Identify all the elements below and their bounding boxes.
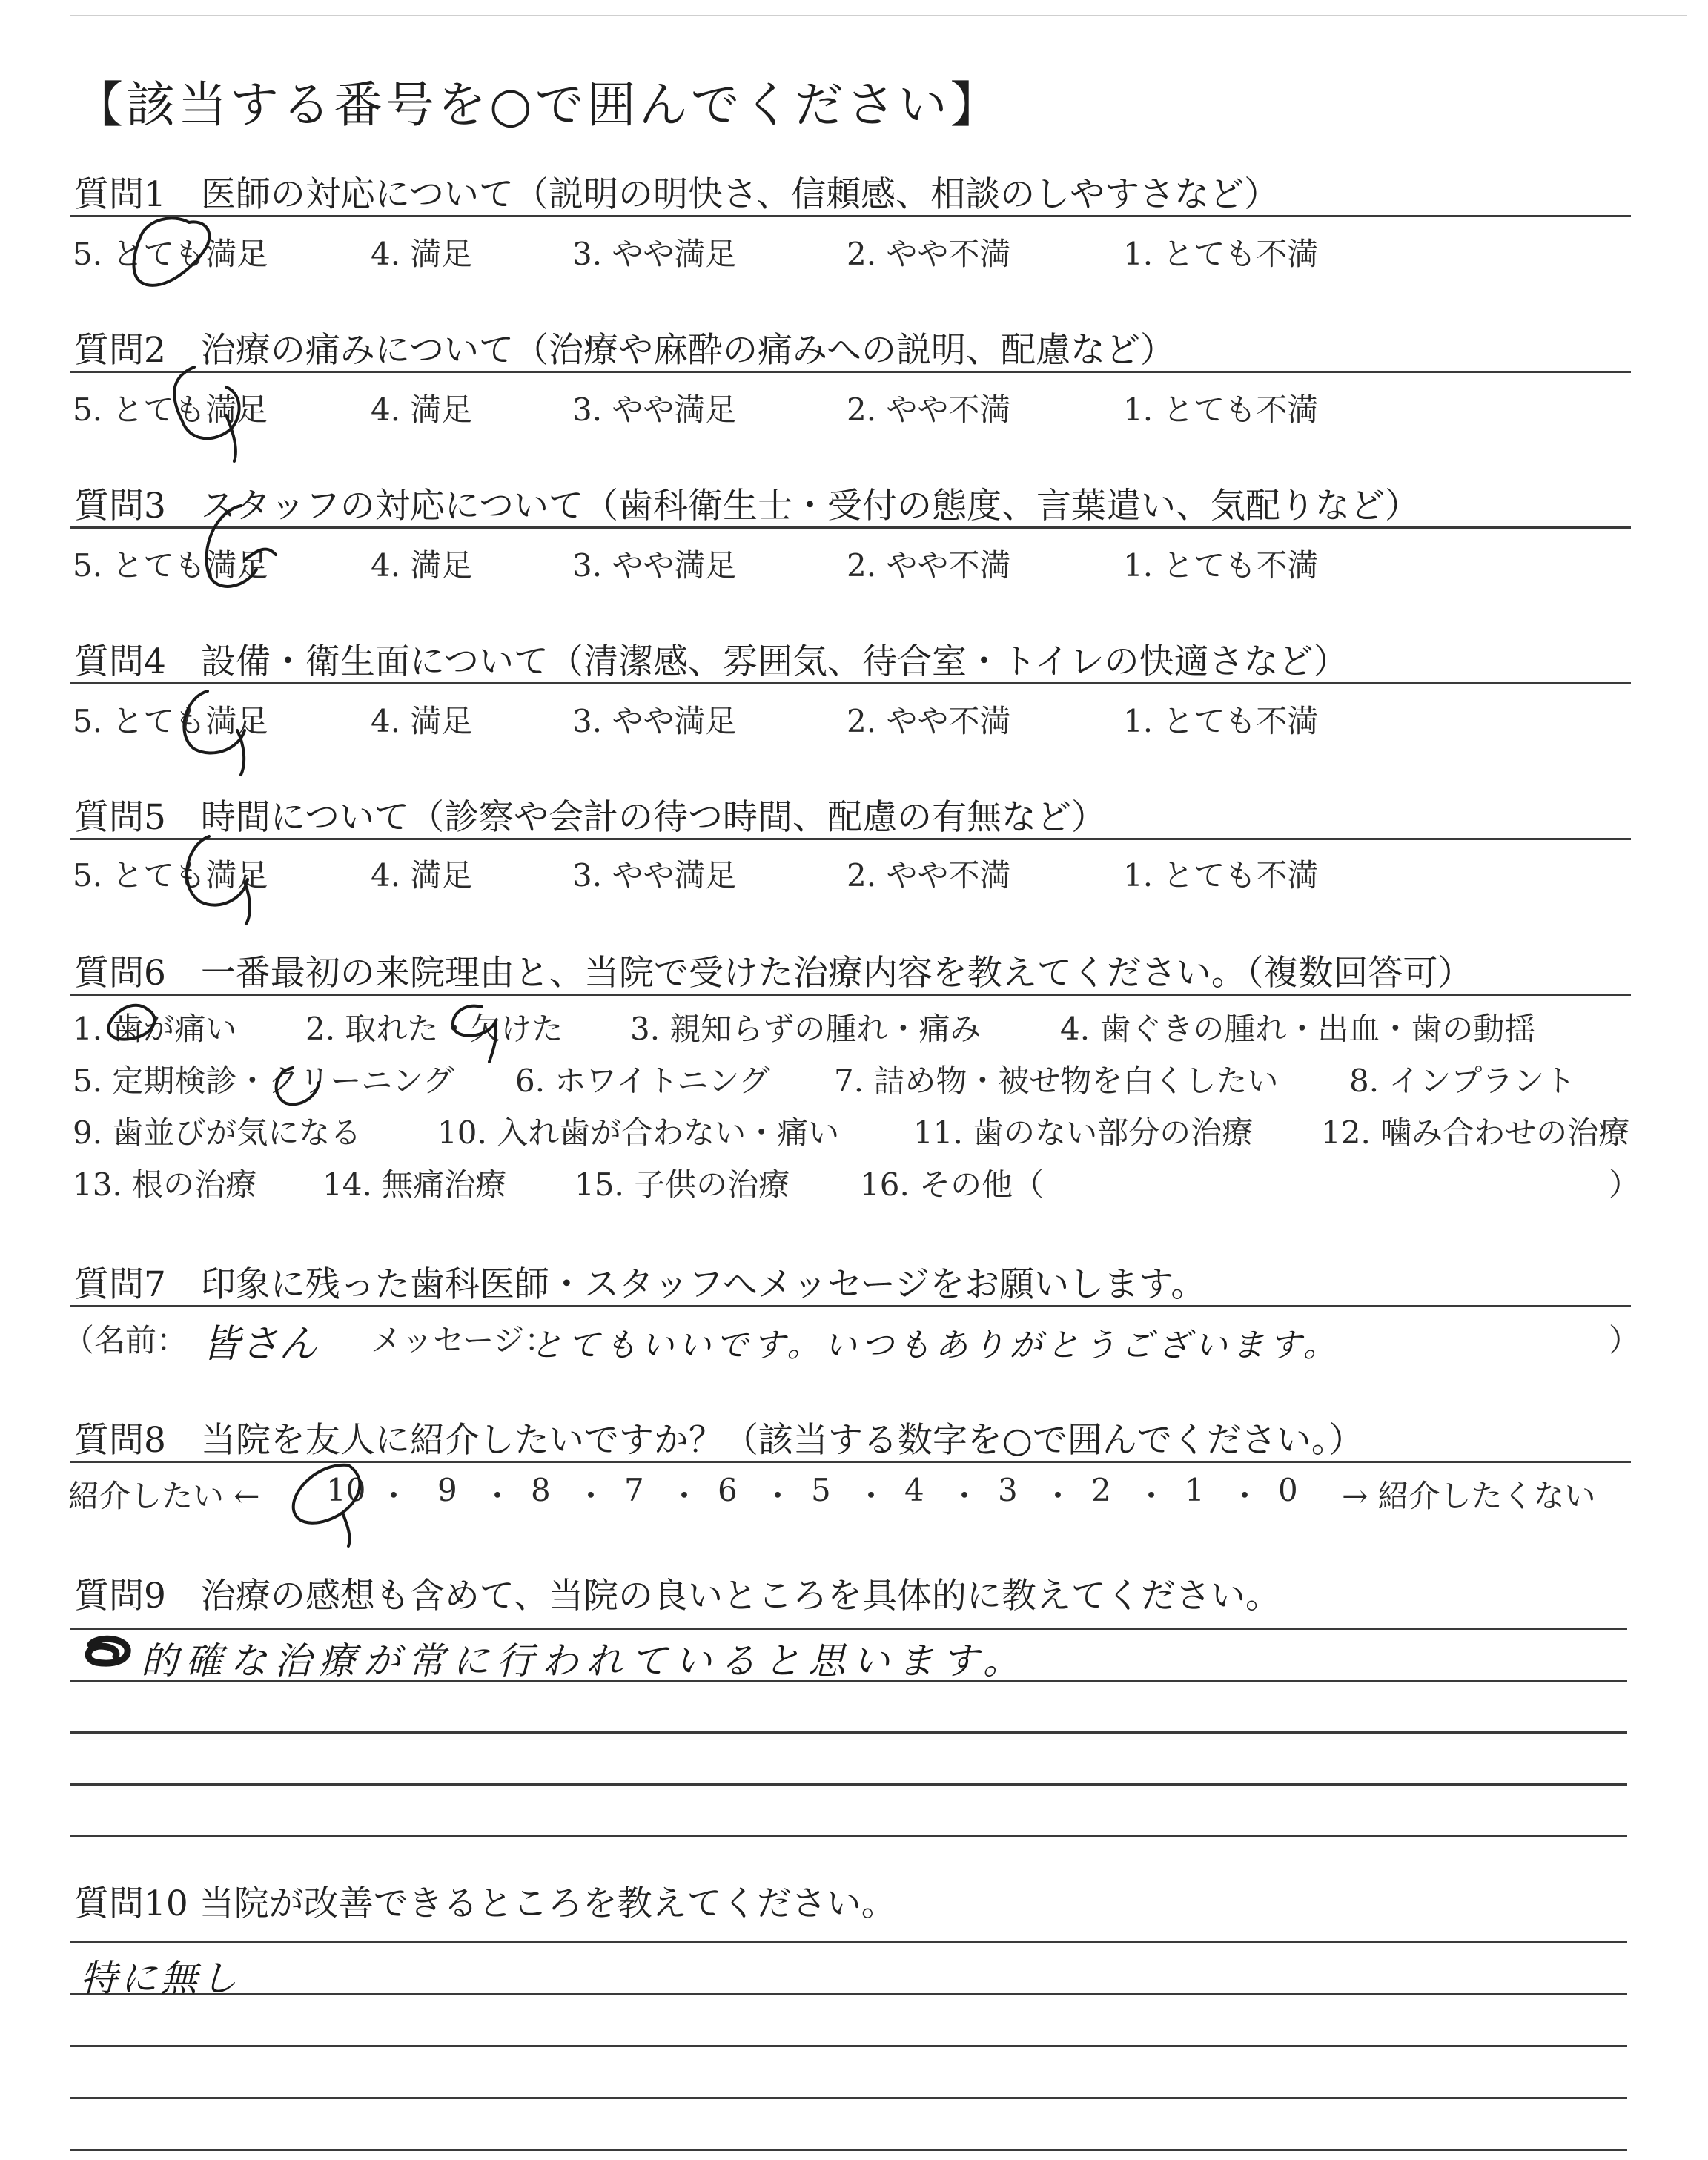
form-title: 【該当する番号を○で囲んでください】 <box>74 76 1002 133</box>
q8-dot-separator: ・ <box>1136 1478 1168 1514</box>
q1-option-1[interactable]: 1. とても不満 <box>1123 236 1319 272</box>
q6-option-8[interactable]: 8. インプラント <box>1349 1063 1576 1099</box>
q8-number-10[interactable]: 10 <box>326 1472 366 1508</box>
q9-heading: 質問9 治療の感想も含めて、当院の良いところを具体的に教えてください。 <box>74 1576 1280 1616</box>
q6-option-16[interactable]: 16. その他（ <box>860 1166 1045 1203</box>
q9-bullet-scribble <box>88 1639 128 1663</box>
q2-option-4[interactable]: 4. 満足 <box>371 392 473 428</box>
q8-number-1[interactable]: 1 <box>1185 1472 1205 1508</box>
q8-number-6[interactable]: 6 <box>718 1472 738 1508</box>
q5-option-2[interactable]: 2. やや不満 <box>847 857 1011 894</box>
q3-option-3[interactable]: 3. やや満足 <box>572 547 737 584</box>
q5-option-5[interactable]: 5. とても満足 <box>73 857 268 894</box>
q1-option-3[interactable]: 3. やや満足 <box>572 236 737 272</box>
q5-option-4[interactable]: 4. 満足 <box>371 857 473 894</box>
q8-dot-separator: ・ <box>949 1478 981 1514</box>
q6-other-close: ） <box>1609 1166 1641 1203</box>
q3-option-5[interactable]: 5. とても満足 <box>73 547 268 584</box>
q6-option-4[interactable]: 4. 歯ぐきの腫れ・出血・歯の動揺 <box>1060 1011 1536 1047</box>
q9-answer-handwritten[interactable]: 的確な治療が常に行われていると思います。 <box>141 1639 1027 1682</box>
q6-option-12[interactable]: 12. 噛み合わせの治療 <box>1321 1114 1630 1151</box>
q1-option-4[interactable]: 4. 満足 <box>371 236 473 272</box>
q5-option-1[interactable]: 1. とても不満 <box>1123 857 1319 894</box>
q8-number-7[interactable]: 7 <box>624 1472 644 1508</box>
q8-heading: 質問8 当院を友人に紹介したいですか？（該当する数字を○で囲んでください。） <box>74 1420 1364 1461</box>
q8-right-label: → 紹介したくない <box>1342 1478 1596 1514</box>
q4-option-3[interactable]: 3. やや満足 <box>572 703 737 739</box>
q5-heading: 質問5 時間について（診察や会計の待つ時間、配慮の有無など） <box>74 797 1106 838</box>
q6-option-10[interactable]: 10. 入れ歯が合わない・痛い <box>437 1114 840 1151</box>
q1-heading: 質問1 医師の対応について（説明の明快さ、信頼感、相談のしやすさなど） <box>74 174 1280 215</box>
q8-selection-circle <box>294 1465 360 1546</box>
q4-option-5[interactable]: 5. とても満足 <box>73 703 268 739</box>
q8-dot-separator: ・ <box>575 1478 607 1514</box>
q6-option-13[interactable]: 13. 根の治療 <box>73 1166 257 1203</box>
q8-dot-separator: ・ <box>669 1478 701 1514</box>
q10-answer-handwritten[interactable]: 特に無し <box>80 1957 240 2000</box>
q7-name-handwritten[interactable]: 皆さん <box>202 1322 318 1367</box>
q6-selection-circle-1 <box>108 1005 154 1040</box>
q6-selection-circle-2 <box>453 1006 496 1062</box>
q1-selection-circle <box>133 218 209 285</box>
q6-option-11[interactable]: 11. 歯のない部分の治療 <box>913 1114 1254 1151</box>
q8-number-9[interactable]: 9 <box>437 1472 457 1508</box>
q2-option-2[interactable]: 2. やや不満 <box>847 392 1011 428</box>
q7-close: ） <box>1609 1322 1641 1358</box>
q3-heading: 質問3 スタッフの対応について（歯科衛生士・受付の態度、言葉遣い、気配りなど） <box>74 486 1420 526</box>
q8-left-label: 紹介したい ← <box>68 1478 260 1514</box>
q2-selection-circle <box>174 367 239 461</box>
q6-heading: 質問6 一番最初の来院理由と、当院で受けた治療内容を教えてください。（複数回答可） <box>74 953 1473 994</box>
q4-selection-circle <box>184 691 245 775</box>
q7-message-handwritten[interactable]: とてもいいです。いつもありがとうございます。 <box>530 1327 1340 1364</box>
q8-dot-separator: ・ <box>855 1478 887 1514</box>
q8-dot-separator: ・ <box>1229 1478 1261 1514</box>
q5-option-3[interactable]: 3. やや満足 <box>572 857 737 894</box>
q8-dot-separator: ・ <box>482 1478 514 1514</box>
q4-option-2[interactable]: 2. やや不満 <box>847 703 1011 739</box>
q6-selection-circle-5 <box>277 1068 319 1104</box>
q6-option-6[interactable]: 6. ホワイトニング <box>515 1063 770 1099</box>
q2-heading: 質問2 治療の痛みについて（治療や麻酔の痛みへの説明、配慮など） <box>74 330 1176 371</box>
q8-number-2[interactable]: 2 <box>1091 1472 1111 1508</box>
q8-number-4[interactable]: 4 <box>904 1472 924 1508</box>
q4-option-1[interactable]: 1. とても不満 <box>1123 703 1319 739</box>
q8-dot-separator: ・ <box>762 1478 794 1514</box>
q6-option-9[interactable]: 9. 歯並びが気になる <box>73 1114 362 1151</box>
q6-option-7[interactable]: 7. 詰め物・被せ物を白くしたい <box>834 1063 1279 1099</box>
q8-number-0[interactable]: 0 <box>1278 1472 1298 1508</box>
q7-message-label: メッセージ： <box>371 1322 556 1358</box>
q1-option-5[interactable]: 5. とても満足 <box>73 236 268 272</box>
q7-name-label: （名前： <box>63 1322 188 1358</box>
q6-option-14[interactable]: 14. 無痛治療 <box>322 1166 507 1203</box>
q4-heading: 質問4 設備・衛生面について（清潔感、雰囲気、待合室・トイレの快適さなど） <box>74 641 1348 682</box>
q8-number-8[interactable]: 8 <box>531 1472 551 1508</box>
q4-option-4[interactable]: 4. 満足 <box>371 703 473 739</box>
q1-option-2[interactable]: 2. やや不満 <box>847 236 1011 272</box>
q2-option-1[interactable]: 1. とても不満 <box>1123 392 1319 428</box>
q8-dot-separator: ・ <box>1042 1478 1074 1514</box>
q6-option-1[interactable]: 1. 歯が痛い <box>73 1011 237 1047</box>
q8-number-3[interactable]: 3 <box>998 1472 1018 1508</box>
q6-option-15[interactable]: 15. 子供の治療 <box>575 1166 790 1203</box>
q2-option-5[interactable]: 5. とても満足 <box>73 392 268 428</box>
q5-selection-circle <box>187 836 250 924</box>
q3-option-1[interactable]: 1. とても不満 <box>1123 547 1319 584</box>
q8-number-5[interactable]: 5 <box>811 1472 831 1508</box>
q2-option-3[interactable]: 3. やや満足 <box>572 392 737 428</box>
q6-option-3[interactable]: 3. 親知らずの腫れ・痛み <box>630 1011 982 1047</box>
q3-option-2[interactable]: 2. やや不満 <box>847 547 1011 584</box>
q7-heading: 質問7 印象に残った歯科医師・スタッフへメッセージをお願いします。 <box>74 1264 1206 1305</box>
q3-selection-circle <box>207 506 276 587</box>
q10-heading: 質問10 当院が改善できるところを教えてください。 <box>74 1883 896 1924</box>
q6-option-2[interactable]: 2. 取れた・欠けた <box>305 1011 563 1047</box>
q6-option-5[interactable]: 5. 定期検診・クリーニング <box>73 1063 454 1099</box>
q3-option-4[interactable]: 4. 満足 <box>371 547 473 584</box>
q8-dot-separator: ・ <box>378 1478 410 1514</box>
